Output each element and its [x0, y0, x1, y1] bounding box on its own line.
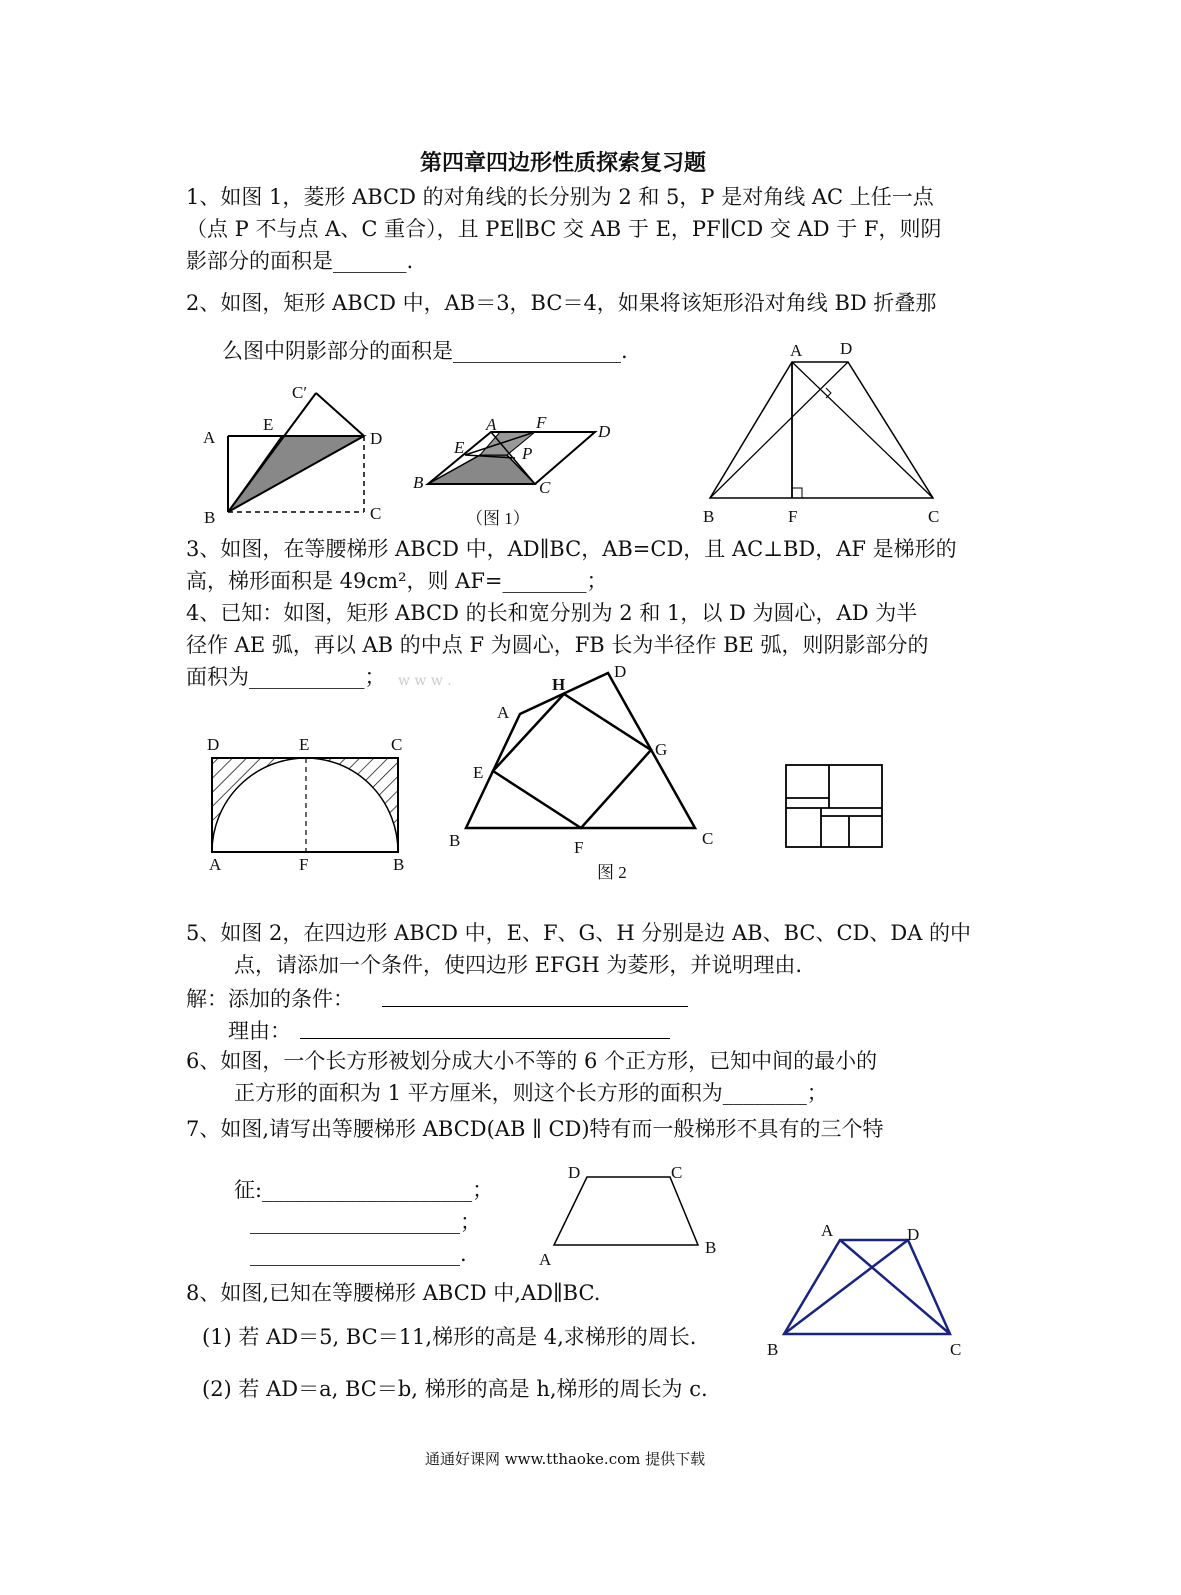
fig2-label-d: D [614, 662, 627, 681]
q4-label-b: B [393, 855, 405, 874]
fig2-label-g: G [655, 740, 668, 759]
q1-label-d: D [598, 422, 611, 441]
q1-line1: 1、如图 1，菱形 ABCD 的对角线的长分别为 2 和 5，P 是对角线 AC 上任一点 [186, 185, 934, 209]
q5-line2: 点，请添加一个条件，使四边形 EFGH 为菱形，并说明理由. [234, 953, 803, 977]
q2-line1: 2、如图，矩形 ABCD 中，AB＝3，BC＝4，如果将该矩形沿对角线 BD 折叠那 [186, 291, 937, 315]
q4-figure [200, 732, 415, 877]
q2-label-a: A [203, 428, 216, 447]
q4-line1: 4、已知：如图，矩形 ABCD 的长和宽分别为 2 和 1，以 D 为圆心，AD 为半 [186, 601, 918, 625]
q8-label-c: C [950, 1340, 962, 1359]
q2-label-d: D [370, 429, 383, 448]
q1-label-e: E [454, 438, 465, 457]
q6-line2: 正方形的面积为 1 平方厘米，则这个长方形的面积为________； [234, 1081, 828, 1105]
q2-label-c: C [370, 504, 382, 523]
q8-label-d: D [907, 1225, 920, 1244]
q7-label-a: A [539, 1250, 552, 1269]
q5-answer-condition-blank[interactable] [382, 1006, 688, 1007]
q4-line3: 面积为___________； [186, 665, 386, 689]
q3-label-b: B [703, 507, 715, 526]
q1-label-a: A [486, 415, 497, 434]
q4-label-e: E [299, 735, 310, 754]
q3-label-f: F [788, 507, 798, 526]
fig2-label-c: C [702, 829, 714, 848]
q5-answer-reason-blank[interactable] [300, 1038, 670, 1039]
efgh-quadrilateral [493, 694, 651, 828]
q8-line1: 8、如图,已知在等腰梯形 ABCD 中,AD∥BC. [186, 1281, 601, 1305]
page-title: 第四章四边形性质探索复习题 [420, 150, 707, 176]
q1-figure [410, 410, 620, 535]
fig2-label-a: A [497, 703, 510, 722]
fig2-caption: 图 2 [597, 863, 627, 882]
q4-label-d: D [207, 735, 220, 754]
q4-label-c: C [391, 735, 403, 754]
fig2-label-f: F [574, 838, 584, 857]
q1-label-p: P [522, 444, 533, 463]
q5-line1: 5、如图 2，在四边形 ABCD 中，E、F、G、H 分别是边 AB、BC、CD、DA 的中 [186, 921, 972, 945]
q8-part1: (1) 若 AD＝5, BC＝11,梯形的高是 4,求梯形的周长. [202, 1325, 697, 1349]
q5-answer-reason-label: 理由： [228, 1019, 291, 1043]
q4-watermark: w w w . [398, 673, 452, 689]
q3-figure [700, 338, 945, 528]
q7-figure [535, 1160, 720, 1270]
fig2-figure [445, 660, 725, 885]
fig2-label-h: H [552, 675, 566, 694]
q1-line2: （点 P 不与点 A、C 重合），且 PE∥BC 交 AB 于 E，PF∥CD 交 AD 于 F，则阴 [186, 217, 942, 241]
q1-label-c: C [539, 478, 551, 497]
q2-label-e: E [263, 415, 274, 434]
q2-line2: 么图中阴影部分的面积是________________. [222, 339, 628, 363]
q3-line2: 高，梯形面积是 49cm²，则 AF=________； [186, 569, 608, 593]
q6-line1: 6、如图，一个长方形被划分成大小不等的 6 个正方形，已知中间的最小的 [186, 1049, 878, 1073]
q8-figure [762, 1215, 972, 1365]
q1-label-f: F [536, 413, 547, 432]
fig2-label-e: E [473, 763, 484, 782]
q3-label-c: C [928, 507, 940, 526]
q1-label-b: B [413, 473, 424, 492]
q7-label-c: C [671, 1163, 683, 1182]
q8-part2: (2) 若 AD＝a, BC＝b, 梯形的高是 h,梯形的周长为 c. [202, 1377, 708, 1401]
q2-figure [195, 375, 405, 530]
q4-label-a: A [209, 855, 222, 874]
q7-label-d: D [568, 1163, 581, 1182]
q1-line3: 影部分的面积是_______. [186, 249, 414, 273]
page-footer: 通通好课网 www.tthaoke.com 提供下载 [425, 1450, 706, 1468]
q3-line1: 3、如图，在等腰梯形 ABCD 中，AD∥BC，AB=CD，且 AC⊥BD，AF 是梯形的 [186, 537, 957, 561]
q7-label-b: B [705, 1238, 717, 1257]
q7-line2: 征:____________________； [234, 1178, 494, 1202]
q2-label-c-prime: C′ [292, 383, 308, 402]
q3-label-a: A [790, 341, 803, 360]
q8-label-b: B [767, 1340, 779, 1359]
q7-line3: ____________________； [250, 1210, 481, 1234]
q3-label-d: D [840, 339, 853, 358]
q4-label-f: F [299, 855, 309, 874]
q7-line4: ____________________. [250, 1242, 467, 1266]
q2-label-b: B [204, 508, 216, 527]
q6-figure [782, 760, 887, 852]
q5-answer-condition-label: 解：添加的条件： [186, 987, 354, 1011]
q8-label-a: A [821, 1221, 834, 1240]
q7-line1: 7、如图,请写出等腰梯形 ABCD(AB ∥ CD)特有而一般梯形不具有的三个特 [186, 1117, 884, 1141]
q4-line2: 径作 AE 弧，再以 AB 的中点 F 为圆心，FB 长为半径作 BE 弧，则阴影部分的 [186, 633, 929, 657]
q1-figure-caption: （图 1） [466, 509, 530, 528]
fig2-label-b: B [449, 831, 461, 850]
